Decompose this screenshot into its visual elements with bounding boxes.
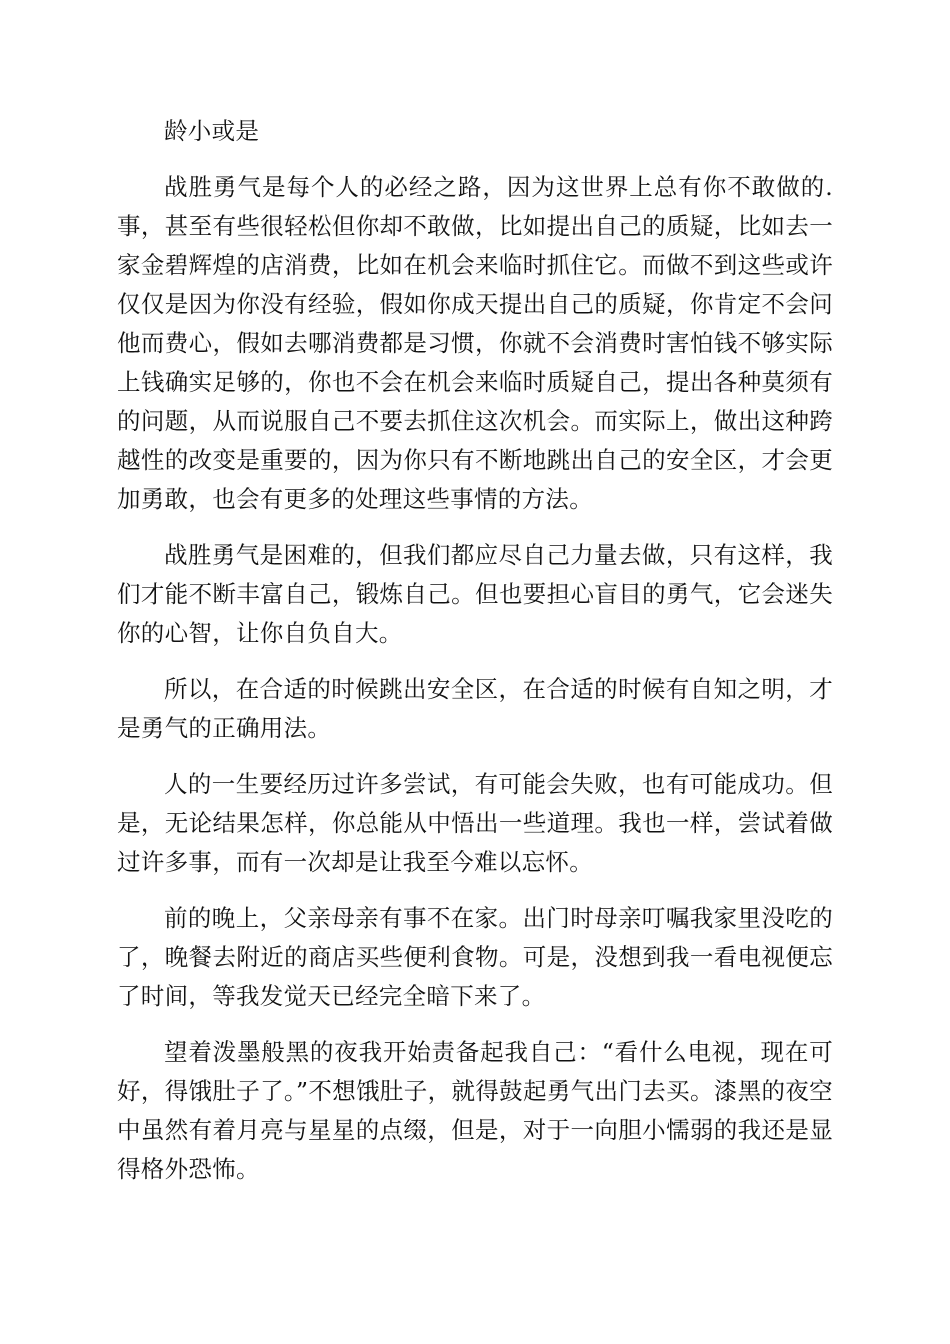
paragraph-6: 前的晚上，父亲母亲有事不在家。出门时母亲叮嘱我家里没吃的了，晚餐去附近的商店买些便利食物。可是，没想到我一看电视便忘了时间，等我发觉天已经完全暗下来了。 bbox=[117, 904, 833, 1010]
paragraph-7: 望着泼墨般黑的夜我开始责备起我自己：“看什么电视，现在可好，得饿肚子了。”不想饿肚子，就得鼓起勇气出门去买。漆黑的夜空中虽然有着月亮与星星的点缀，但是，对于一向胆小懦弱的我还是显得格外恐怖。 bbox=[117, 1038, 833, 1183]
paragraph-3: 战胜勇气是困难的，但我们都应尽自己力量去做，只有这样，我们才能不断丰富自己，锻炼自己。但也要担心盲目的勇气，它会迷失你的心智，让你自负自大。 bbox=[117, 541, 833, 647]
document-body bbox=[117, 112, 833, 1206]
paragraph-2: 战胜勇气是每个人的必经之路，因为这世界上总有你不敢做的.事，甚至有些很轻松但你却不敢做，比如提出自己的质疑，比如去一家金碧辉煌的店消费，比如在机会来临时抓住它。而做不到这些或许仅仅是因为你没有经验，假如你成天提出自己的质疑，你肯定不会问他而费心，假如去哪消费都是习惯，你就不会消费时害怕钱不够实际上钱确实足够的，你也不会在机会来临时质疑自己，提出各种莫须有的问题，从而说服自己不要去抓住这次机会。而实际上，做出这种跨越性的改变是重要的，因为你只有不断地跳出自己的安全区，才会更加勇敢，也会有更多的处理这些事情的方法。 bbox=[117, 173, 833, 513]
paragraph-4: 所以，在合适的时候跳出安全区，在合适的时候有自知之明，才是勇气的正确用法。 bbox=[117, 675, 833, 742]
paragraph-5: 人的一生要经历过许多尝试，有可能会失败，也有可能成功。但是，无论结果怎样，你总能从中悟出一些道理。我也一样，尝试着做过许多事，而有一次却是让我至今难以忘怀。 bbox=[117, 770, 833, 876]
paragraph-1: 龄小或是 bbox=[164, 117, 260, 145]
